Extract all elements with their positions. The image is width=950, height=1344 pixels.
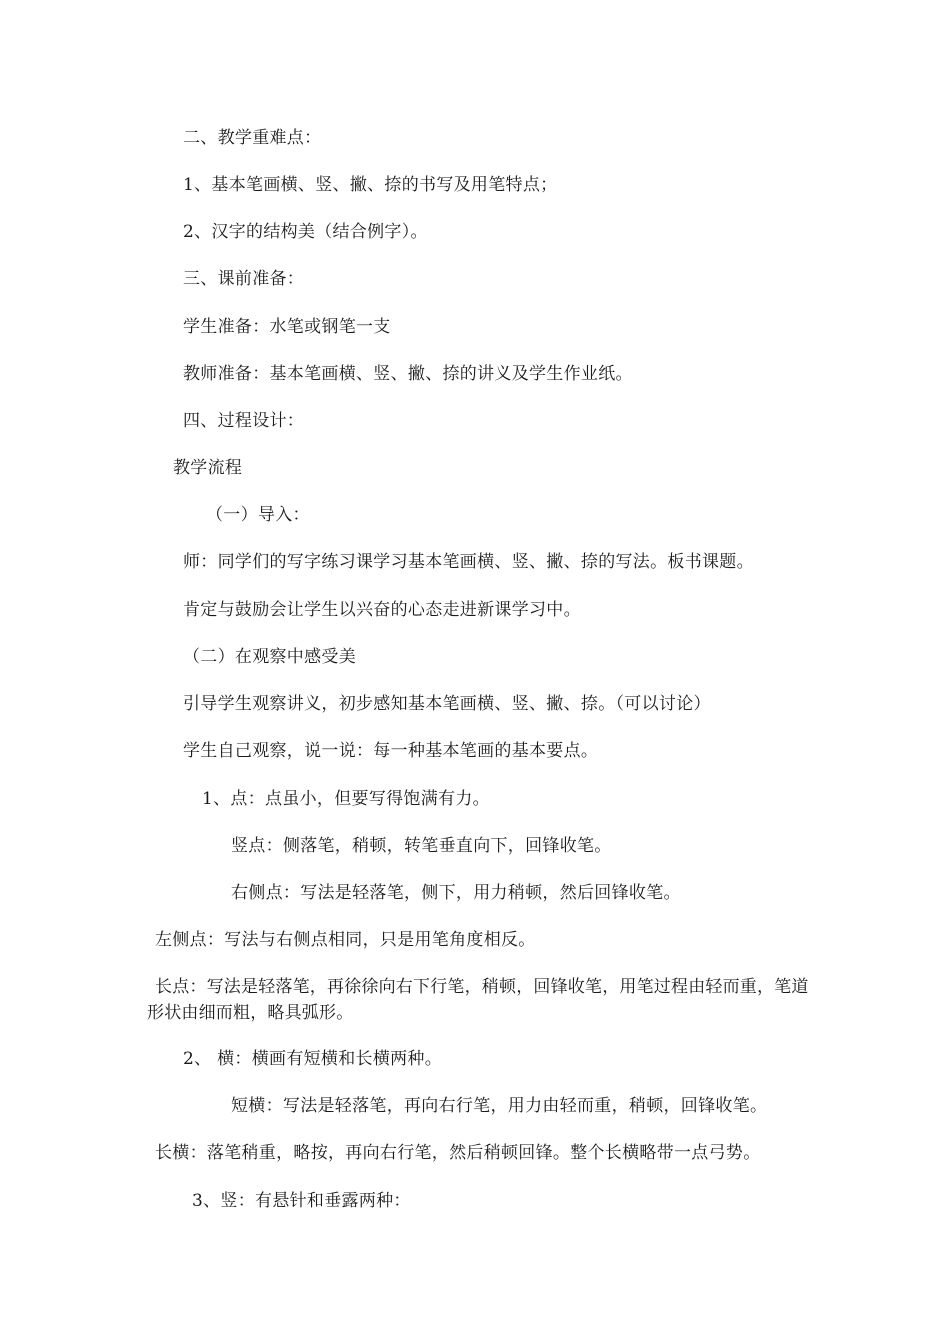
item-dot: 1、点：点虽小，但要写得饱满有力。 <box>202 789 490 809</box>
text-line: 2、汉字的结构美（结合例字）。 <box>183 222 428 242</box>
heading-process: 四、过程设计： <box>183 411 305 431</box>
text-line: 1、基本笔画横、竖、撇、捺的书写及用笔特点； <box>183 175 558 195</box>
text-line: 竖点：侧落笔，稍顿，转笔垂直向下，回锋收笔。 <box>231 836 612 856</box>
item-horizontal: 2、 横：横画有短横和长横两种。 <box>183 1049 443 1069</box>
text-paragraph-long-dot: 长点：写法是轻落笔，再徐徐向右下行笔，稍顿，回锋收笔，用笔过程由轻而重，笔道形状由细而粗，略具弧形。 <box>147 977 809 1023</box>
text-line: 师：同学们的写字练习课学习基本笔画横、竖、撇、捺的写法。板书课题。 <box>183 552 754 572</box>
subheading-observe: （二）在观察中感受美 <box>183 647 356 667</box>
text-line: 短横：写法是轻落笔，再向右行笔，用力由轻而重，稍顿，回锋收笔。 <box>231 1096 768 1116</box>
text-line: 学生自己观察，说一说：每一种基本笔画的基本要点。 <box>183 741 599 761</box>
heading-key-points: 二、教学重难点： <box>183 128 322 148</box>
text-line: 学生准备：水笔或钢笔一支 <box>183 317 391 337</box>
subheading-intro: （一）导入： <box>206 505 310 525</box>
heading-flow: 教学流程 <box>173 458 243 478</box>
text-line: 左侧点：写法与右侧点相同，只是用笔角度相反。 <box>155 930 536 950</box>
text-line: 引导学生观察讲义，初步感知基本笔画横、竖、撇、捺。（可以讨论） <box>183 694 711 714</box>
text-line: 右侧点：写法是轻落笔，侧下，用力稍顿，然后回锋收笔。 <box>231 883 681 903</box>
item-vertical: 3、竖：有悬针和垂露两种： <box>192 1191 411 1211</box>
text-line: 长横：落笔稍重，略按，再向右行笔，然后稍顿回锋。整个长横略带一点弓势。 <box>155 1143 761 1163</box>
heading-preparation: 三、课前准备： <box>183 269 305 289</box>
text-line: 肯定与鼓励会让学生以兴奋的心态走进新课学习中。 <box>183 600 581 620</box>
text-line: 教师准备：基本笔画横、竖、撇、捺的讲义及学生作业纸。 <box>183 364 633 384</box>
